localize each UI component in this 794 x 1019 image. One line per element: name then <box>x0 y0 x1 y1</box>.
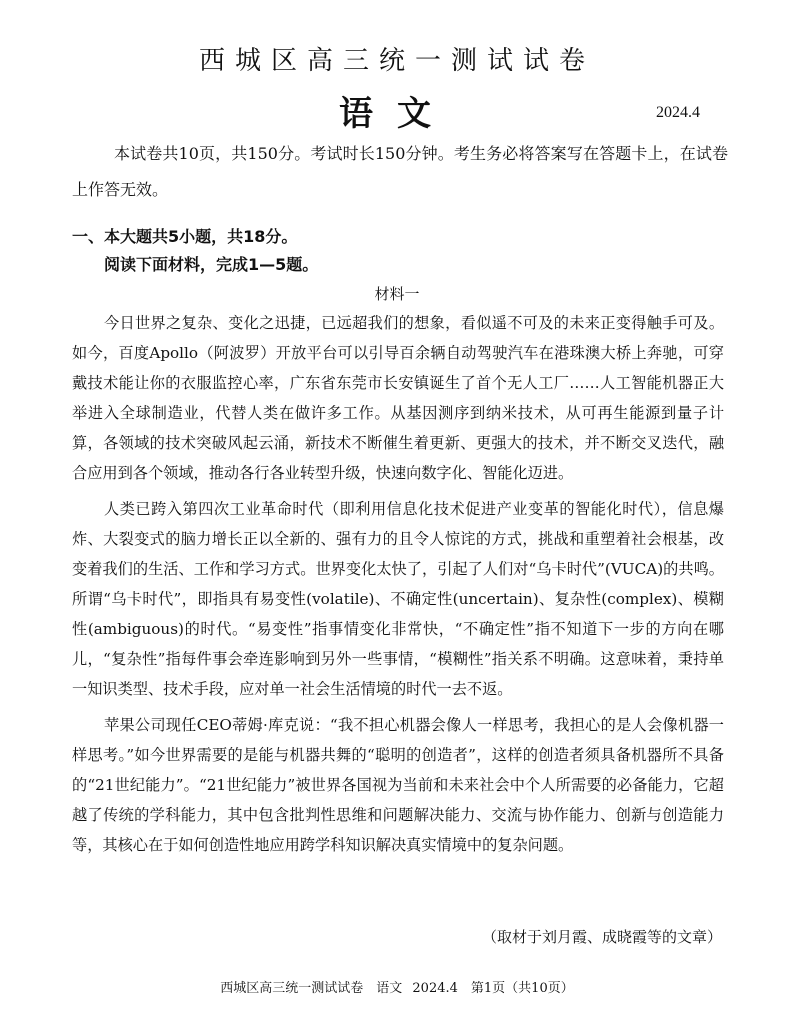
exam-instructions: 本试卷共10页，共150分。考试时长150分钟。考生务必将答案写在答题卡上，在试卷上作答无效。 <box>72 144 728 199</box>
paragraph: 苹果公司现任CEO蒂姆·库克说：“我不担心机器会像人一样思考，我担心的是人会像机器一样思考。”如今世界需要的是能与机器共舞的“聪明的创造者”，这样的创造者须具备机器所不具备的“21世纪能力”。“21世纪能力”被世界各国视为当前和未来社会中个人所需要的必备能力，它超越了传统的学科能力，其中包含批判性思维和问题解决能力、交流与协作能力、创新与创造能力等，其核心在于如何创造性地应用跨学科知识解决真实情境中的复杂问题。 <box>72 716 724 854</box>
paragraph: 今日世界之复杂、变化之迅捷，已远超我们的想象，看似遥不可及的未来正变得触手可及。如今，百度Apollo（阿波罗）开放平台可以引导百余辆自动驾驶汽车在港珠澳大桥上奔驰，可穿戴技术能让你的衣服监控心率，广东省东莞市长安镇诞生了首个无人工厂……人工智能机器正大举进入全球制造业，代替人类在做许多工作。从基因测序到纳米技术，从可再生能源到量子计算，各领域的技术突破风起云涌，新技术不断催生着更新、更强大的技术，并不断交叉迭代，融合应用到各个领域，推动各行各业转型升级，快速向数字化、智能化迈进。 <box>72 314 724 482</box>
paragraph: 人类已跨入第四次工业革命时代（即利用信息化技术促进产业变革的智能化时代），信息爆炸、大裂变式的脑力增长正以全新的、强有力的且令人惊诧的方式，挑战和重塑着社会根基，改变着我们的生活、工作和学习方式。世界变化太快了，引起了人们对“乌卡时代”(VUCA)的共鸣。所谓“乌卡时代”，即指具有易变性(volatile)、不确定性(uncertain)、复杂性(complex)、模糊性(ambiguous)的时代。“易变性”指事情变化非常快，“不确定性”指不知道下一步的方向在哪儿，“复杂性”指每件事会牵连影响到另外一些事情，“模糊性”指关系不明确。这意味着，秉持单一知识类型、技术手段，应对单一社会生活情境的时代一去不返。 <box>72 500 724 698</box>
section-instruction: 阅读下面材料，完成1—5题。 <box>104 255 319 274</box>
page-footer: 西城区高三统一测试试卷 语文 2024.4 第1页（共10页） <box>220 981 574 996</box>
material-title: 材料一 <box>374 285 420 303</box>
exam-date: 2024.4 <box>656 104 700 121</box>
section-heading: 一、本大题共5小题，共18分。 <box>72 227 298 246</box>
subject-title: 语文 <box>339 94 455 134</box>
material-body <box>72 308 724 866</box>
source-citation: （取材于刘月霞、成晓霞等的文章） <box>481 928 722 946</box>
exam-title: 西城区高三统一测试试卷 <box>198 46 595 76</box>
